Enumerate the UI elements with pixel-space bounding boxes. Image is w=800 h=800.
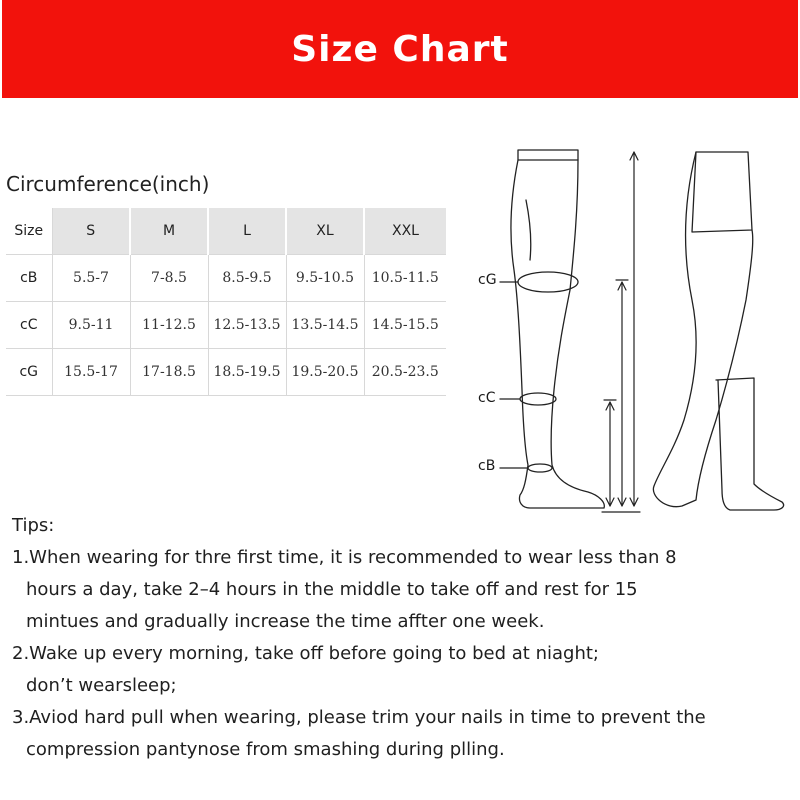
table-row bbox=[6, 302, 446, 349]
table-cell: 7-8.5 bbox=[130, 255, 208, 302]
row-label: cB bbox=[6, 255, 52, 302]
page-title: Size Chart bbox=[291, 28, 509, 70]
table-cell: 5.5-7 bbox=[52, 255, 130, 302]
table-cell: 11-12.5 bbox=[130, 302, 208, 349]
table-caption: Circumference(inch) bbox=[6, 172, 210, 196]
column-header: XXL bbox=[364, 208, 446, 255]
table-cell: 10.5-11.5 bbox=[364, 255, 446, 302]
tip-line: 3.Aviod hard pull when wearing, please trim your nails in time to prevent the bbox=[12, 707, 706, 728]
table-cell: 13.5-14.5 bbox=[286, 302, 364, 349]
tips-heading: Tips: bbox=[12, 515, 55, 536]
column-header: L bbox=[208, 208, 286, 255]
row-label: cC bbox=[6, 302, 52, 349]
label-cc: cC bbox=[478, 390, 496, 406]
column-header: XL bbox=[286, 208, 364, 255]
legs-diagram-icon bbox=[470, 140, 790, 520]
table-cell: 17-18.5 bbox=[130, 349, 208, 396]
table-cell: 20.5-23.5 bbox=[364, 349, 446, 396]
tip-line: hours a day, take 2–4 hours in the middle to take off and rest for 15 bbox=[26, 579, 638, 600]
column-header: Size bbox=[6, 208, 52, 255]
header-banner bbox=[2, 0, 798, 98]
table-row bbox=[6, 349, 446, 396]
table-cell: 9.5-11 bbox=[52, 302, 130, 349]
column-header: M bbox=[130, 208, 208, 255]
tips-section bbox=[12, 510, 792, 766]
label-cg: cG bbox=[478, 272, 497, 288]
tip-line: 1.When wearing for thre first time, it is recommended to wear less than 8 bbox=[12, 547, 677, 568]
table-cell: 19.5-20.5 bbox=[286, 349, 364, 396]
legs-measurement-diagram bbox=[470, 140, 790, 520]
table-cell: 9.5-10.5 bbox=[286, 255, 364, 302]
table-cell: 15.5-17 bbox=[52, 349, 130, 396]
size-table bbox=[6, 208, 446, 396]
tip-line: don’t wearsleep; bbox=[26, 675, 177, 696]
row-label: cG bbox=[6, 349, 52, 396]
column-header: S bbox=[52, 208, 130, 255]
table-row bbox=[6, 255, 446, 302]
table-cell: 14.5-15.5 bbox=[364, 302, 446, 349]
label-cb: cB bbox=[478, 458, 496, 474]
table-cell: 18.5-19.5 bbox=[208, 349, 286, 396]
tip-line: 2.Wake up every morning, take off before going to bed at niaght; bbox=[12, 643, 599, 664]
table-header-row bbox=[6, 208, 446, 255]
table-cell: 8.5-9.5 bbox=[208, 255, 286, 302]
table-cell: 12.5-13.5 bbox=[208, 302, 286, 349]
tip-line: mintues and gradually increase the time affter one week. bbox=[26, 611, 545, 632]
tip-line: compression pantynose from smashing during plling. bbox=[26, 739, 505, 760]
